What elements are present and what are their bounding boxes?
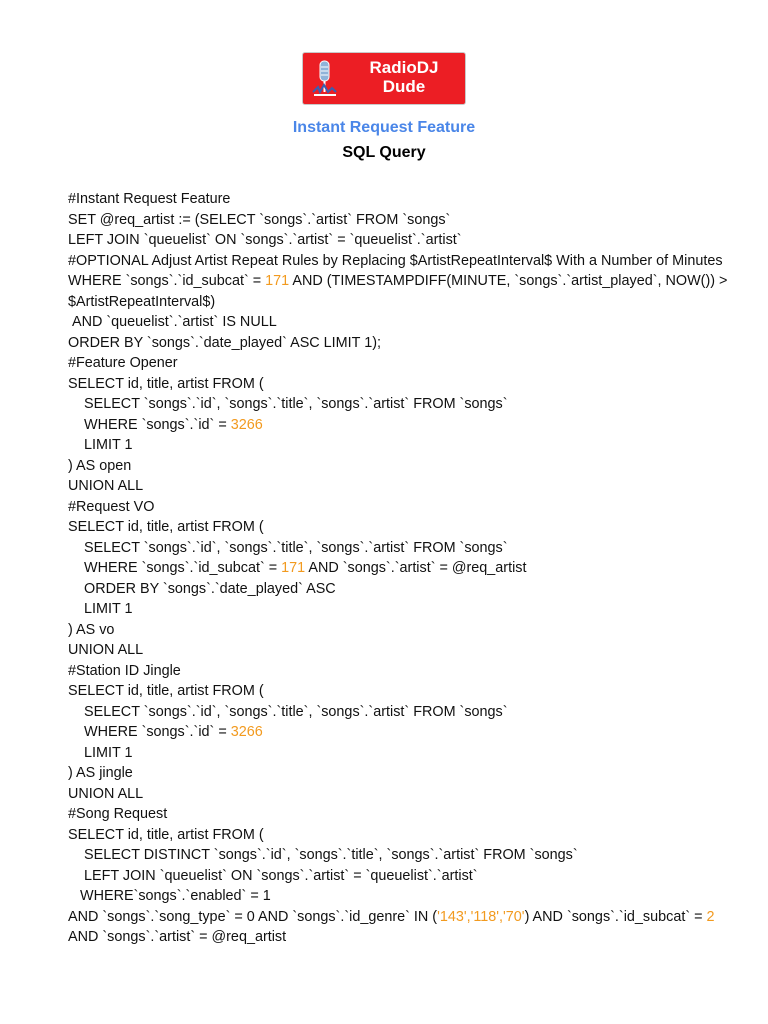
code-text: LIMIT 1	[68, 601, 133, 617]
code-text: WHERE `songs`.`id` =	[68, 724, 231, 740]
code-line	[68, 538, 728, 559]
code-line	[68, 620, 728, 641]
code-line	[68, 374, 728, 395]
code-line	[68, 189, 728, 210]
numeric-literal: 171	[265, 273, 290, 289]
code-line	[68, 333, 728, 354]
code-text: ORDER BY `songs`.`date_played` ASC LIMIT 1);	[68, 334, 381, 351]
code-line	[68, 517, 728, 538]
code-line	[68, 435, 728, 456]
code-text: UNION ALL	[68, 642, 144, 658]
code-text: ) AS open	[68, 457, 132, 474]
code-text: #Station ID Jingle	[68, 662, 181, 679]
code-text: SELECT id, title, artist FROM (	[68, 375, 264, 392]
code-line	[68, 456, 728, 477]
code-line	[68, 497, 728, 518]
logo-text	[345, 58, 463, 96]
numeric-literal: 2	[706, 908, 715, 925]
code-text: #Instant Request Feature	[68, 191, 231, 207]
code-line	[68, 210, 728, 231]
microphone-icon	[310, 59, 342, 99]
code-line	[68, 579, 728, 600]
code-text: AND (TIMESTAMPDIFF(MINUTE, `songs`.`artist_played`, NOW()) > $ArtistRepeatInterval$)	[68, 273, 732, 310]
code-text: ORDER BY `songs`.`date_played` ASC	[68, 580, 336, 597]
code-text: ) AS jingle	[68, 765, 133, 781]
code-text: UNION ALL	[68, 785, 144, 802]
numeric-literal: 3266	[230, 416, 263, 433]
code-text: AND `songs`.`artist` = @req_artist	[305, 560, 527, 576]
code-line	[68, 640, 728, 661]
code-line	[68, 743, 728, 764]
page-subtitle: SQL Query	[342, 144, 426, 161]
code-text: LIMIT 1	[68, 744, 133, 761]
code-text: AND `songs`.`song_type` = 0 AND `songs`.`id_genre` IN (	[68, 908, 438, 925]
code-text: SELECT DISTINCT `songs`.`id`, `songs`.`title`, `songs`.`artist` FROM `songs`	[68, 847, 578, 863]
code-text: LIMIT 1	[68, 437, 133, 453]
code-line	[68, 804, 728, 825]
code-text: SELECT `songs`.`id`, `songs`.`title`, `songs`.`artist` FROM `songs`	[68, 396, 508, 412]
code-text: SET @req_artist := (SELECT `songs`.`artist` FROM `songs`	[68, 211, 451, 228]
code-line	[68, 702, 728, 723]
code-line	[68, 476, 728, 497]
code-text: #Song Request	[68, 806, 168, 822]
code-line	[68, 271, 732, 312]
numeric-literal: 171	[281, 560, 306, 576]
code-text: SELECT `songs`.`id`, `songs`.`title`, `songs`.`artist` FROM `songs`	[68, 539, 508, 556]
code-line	[68, 825, 728, 846]
code-line	[68, 415, 728, 436]
code-text: SELECT id, title, artist FROM (	[68, 519, 264, 535]
numeric-literal: 3266	[230, 724, 263, 740]
code-text: #Request VO	[68, 498, 155, 515]
logo-line-2: Dude	[382, 77, 426, 96]
code-text: WHERE `songs`.`id` =	[68, 416, 231, 433]
code-text: #Feature Opener	[68, 355, 178, 371]
code-line	[68, 230, 728, 251]
code-text: LEFT JOIN `queuelist` ON `songs`.`artist` = `queuelist`.`artist`	[68, 232, 462, 248]
code-line	[68, 784, 728, 805]
code-text: #OPTIONAL Adjust Artist Repeat Rules by Replacing $ArtistRepeatInterval$ With a Number of Minutes	[68, 252, 723, 269]
code-text: AND `queuelist`.`artist` IS NULL	[68, 314, 277, 330]
code-line	[68, 907, 728, 948]
code-line	[68, 599, 728, 620]
numeric-literal: '143','118','70'	[437, 908, 525, 925]
code-line	[68, 353, 728, 374]
code-text: WHERE `songs`.`id_subcat` =	[68, 560, 282, 576]
code-text: SELECT id, title, artist FROM (	[68, 683, 264, 699]
code-line	[68, 763, 728, 784]
code-text: UNION ALL	[68, 478, 144, 494]
logo-line-1: RadioDJ	[369, 58, 439, 77]
code-text: SELECT `songs`.`id`, `songs`.`title`, `songs`.`artist` FROM `songs`	[68, 703, 508, 720]
code-line	[68, 722, 728, 743]
code-line	[68, 558, 728, 579]
code-line	[68, 845, 728, 866]
code-text: LEFT JOIN `queuelist` ON `songs`.`artist` = `queuelist`.`artist`	[68, 867, 478, 884]
code-text: AND `songs`.`artist` = @req_artist	[68, 908, 718, 945]
code-text: SELECT id, title, artist FROM (	[68, 826, 264, 843]
code-line	[68, 886, 728, 907]
code-line	[68, 681, 728, 702]
code-text: WHERE `songs`.`id_subcat` =	[68, 273, 266, 289]
code-text: ) AND `songs`.`id_subcat` =	[524, 908, 707, 925]
sql-query-body	[68, 189, 732, 948]
code-line	[68, 866, 728, 887]
code-line	[68, 251, 728, 272]
page-title: Instant Request Feature	[292, 119, 476, 136]
code-text: WHERE`songs`.`enabled` = 1	[68, 888, 271, 904]
radiodj-dude-logo	[302, 52, 466, 105]
code-line	[68, 661, 728, 682]
code-text: ) AS vo	[68, 621, 115, 638]
code-line	[68, 312, 728, 333]
code-line	[68, 394, 728, 415]
